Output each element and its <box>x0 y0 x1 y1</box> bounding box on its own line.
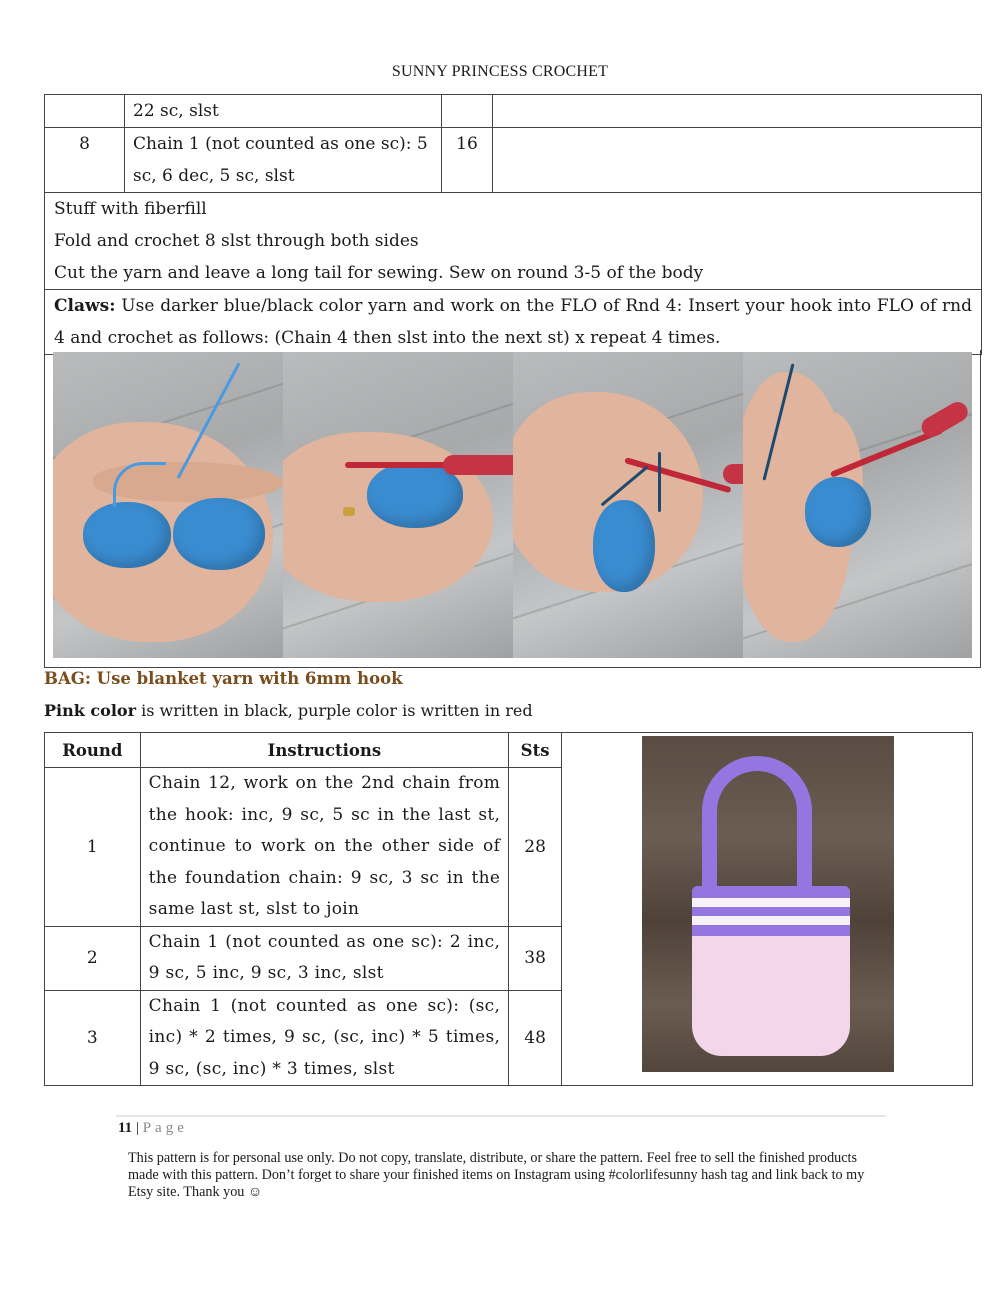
instructions-cell: Chain 12, work on the 2nd chain from the hook: inc, 9 sc, 5 sc in the last st, continue to work on the other side of the foundation chain: 9 sc, 3 sc in the same last st, slst to join <box>140 768 509 927</box>
finishing-notes <box>45 193 982 290</box>
note-line: Fold and crochet 8 slst through both sides <box>54 231 419 251</box>
continued-pattern-table <box>44 94 982 355</box>
round-cell: 3 <box>45 990 141 1086</box>
bag-photo-cell <box>561 733 972 1086</box>
page-header: SUNNY PRINCESS CROCHET <box>391 63 609 80</box>
claws-label: Claws: <box>54 296 116 316</box>
stitch-count-cell: 48 <box>509 990 562 1086</box>
page-label: Page <box>142 1120 188 1136</box>
color-legend-text: is written in black, purple color is written in red <box>136 701 533 720</box>
header-instructions: Instructions <box>140 733 509 768</box>
header-sts: Sts <box>509 733 562 768</box>
claws-instructions <box>45 290 982 355</box>
claws-row <box>45 290 982 355</box>
round-cell <box>45 95 125 128</box>
bag-body <box>692 886 850 1056</box>
header-round: Round <box>45 733 141 768</box>
claws-photo-strip <box>44 350 981 668</box>
bag-pattern-table <box>44 732 973 1086</box>
photo-slst-claw <box>743 352 972 658</box>
claws-text: Use darker blue/black color yarn and work on the FLO of Rnd 4: Insert your hook into FLO of rnd 4 and crochet as follows: (Chain 4 then slst into the next st) x repeat 4 times. <box>54 296 972 348</box>
stitch-count-cell: 16 <box>442 128 493 193</box>
stitch-count-cell <box>442 95 493 128</box>
footer-divider <box>116 1115 886 1117</box>
photo-hook-in-oval-piece <box>283 352 513 658</box>
stitch-count-cell: 28 <box>509 768 562 927</box>
empty-cell <box>493 128 982 193</box>
bag-photo <box>642 736 894 1072</box>
page-separator: | <box>132 1120 143 1136</box>
footer-disclaimer: This pattern is for personal use only. Do not copy, translate, distribute, or share the pattern. Feel free to sell the finished products made with this pattern. Don’t forget to share your finished items on Instagram using #colorlifesunny hash tag and link back to my Etsy site. Thank you ☺ <box>128 1150 865 1200</box>
instructions-cell: 22 sc, slst <box>125 95 442 128</box>
instructions-cell: Chain 1 (not counted as one sc): (sc, inc) * 2 times, 9 sc, (sc, inc) * 5 times, 9 sc, (sc, inc) * 3 times, slst <box>140 990 509 1086</box>
page-number <box>118 1120 188 1137</box>
table-header-row <box>45 733 973 768</box>
round-cell: 8 <box>45 128 125 193</box>
bag-section-title: BAG: Use blanket yarn with 6mm hook <box>44 669 403 688</box>
notes-row <box>45 193 982 290</box>
page-number-value: 11 <box>118 1120 133 1136</box>
note-line: Cut the yarn and leave a long tail for sewing. Sew on round 3-5 of the body <box>54 263 704 283</box>
table-row <box>45 128 982 193</box>
instructions-cell: Chain 1 (not counted as one sc): 2 inc, 9 sc, 5 inc, 9 sc, 3 inc, slst <box>140 926 509 990</box>
photo-blue-pieces-in-palm <box>53 352 283 658</box>
table-row <box>45 95 982 128</box>
color-legend-bold: Pink color <box>44 701 136 720</box>
instructions-cell: Chain 1 (not counted as one sc): 5 sc, 6 dec, 5 sc, slst <box>125 128 442 193</box>
round-cell: 1 <box>45 768 141 927</box>
empty-cell <box>493 95 982 128</box>
photo-chaining-dark-yarn <box>513 352 743 658</box>
color-legend-note <box>44 701 533 720</box>
round-cell: 2 <box>45 926 141 990</box>
stitch-count-cell: 38 <box>509 926 562 990</box>
note-line: Stuff with fiberfill <box>54 199 207 219</box>
